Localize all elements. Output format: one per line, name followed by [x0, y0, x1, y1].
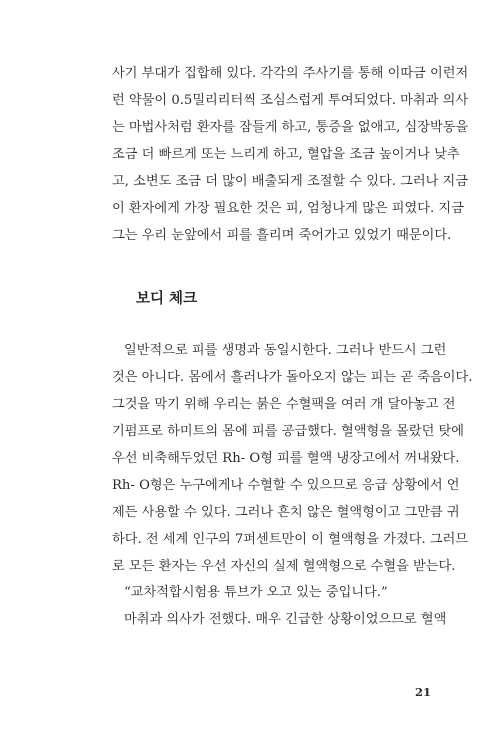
body-text-line: Rh- O형은 누구에게나 수혈할 수 있으므로 응급 상황에서 언: [112, 478, 460, 493]
body-text-line: 사기 부대가 집합해 있다. 각각의 주사기를 통해 이따금 이런저: [112, 66, 469, 81]
body-text-line: 기펌프로 하미트의 몸에 피를 공급했다. 혈액형을 몰랐던 탓에: [112, 424, 465, 439]
body-text-line: 제든 사용할 수 있다. 그러나 흔치 않은 혈액형이고 그만큼 귀: [112, 505, 460, 520]
dialogue-quote: “교차적합시험용 튜브가 오고 있는 중입니다.”: [124, 585, 388, 600]
body-text-line: 는 마법사처럼 환자를 잠들게 하고, 통증을 없애고, 심장박동을: [112, 120, 469, 135]
body-text-line: 이 환자에게 가장 필요한 것은 피, 엄청나게 많은 피였다. 지금: [112, 201, 464, 216]
body-text-line: 조금 더 빠르게 또는 느리게 하고, 혈압을 조금 높이거나 낮추: [112, 147, 460, 162]
body-text-line: 것은 아니다. 몸에서 흘러나가 돌아오지 않는 피는 곧 죽음이다.: [112, 370, 473, 385]
body-text-line: 일반적으로 피를 생명과 동일시한다. 그러나 반드시 그런: [124, 343, 447, 358]
section-heading: 보디 체크: [136, 291, 198, 307]
body-text-line: 그것을 막기 위해 우리는 붉은 수혈팩을 여러 개 달아놓고 전: [112, 397, 456, 412]
body-text-line: 고, 소변도 조금 더 많이 배출되게 조절할 수 있다. 그러나 지금: [112, 174, 469, 189]
body-text-line: 하다. 전 세계 인구의 7퍼센트만이 이 혈액형을 가졌다. 그러므: [112, 532, 469, 547]
body-text-line: 우선 비축해두었던 Rh- O형 피를 혈액 냉장고에서 꺼내왔다.: [112, 451, 460, 466]
page-number: 21: [414, 685, 431, 699]
body-text-line: 런 약물이 0.5밀리리터씩 조심스럽게 투여되었다. 마취과 의사: [112, 93, 469, 108]
body-text-line: 그는 우리 눈앞에서 피를 흘리며 죽어가고 있었기 때문이다.: [112, 228, 452, 243]
body-text-line: 로 모든 환자는 우선 자신의 실제 혈액형으로 수혈을 받는다.: [112, 559, 456, 574]
body-text-line: 마취과 의사가 전했다. 매우 긴급한 상황이었으므로 혈액: [124, 612, 447, 627]
